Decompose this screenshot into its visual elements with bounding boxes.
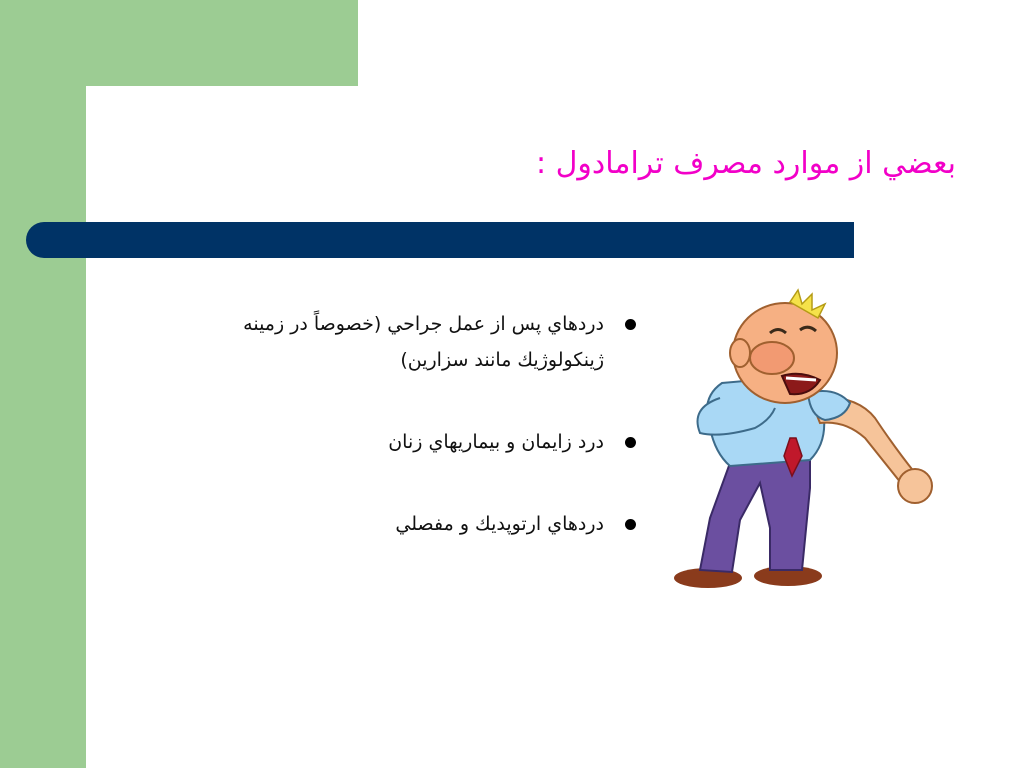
bullet-dot-icon [625,519,636,530]
decorative-green-left [0,0,86,768]
bullet-text: درد زايمان و بيماريهاي زنان [388,431,604,453]
bullet-text: دردهاي پس از عمل جراحي (خصوصاً در زمينه ژينكولوژيك مانند سزارين) [243,313,604,371]
bullet-dot-icon [625,319,636,330]
bullet-list [168,306,638,588]
bullet-text: دردهاي ارتوپديك و مفصلي [395,513,604,535]
bullet-item [168,424,638,460]
bullet-dot-icon [625,437,636,448]
slide-title: بعضي از موارد مصرف ترامادول : [535,146,956,181]
man-in-pain-icon [660,288,950,600]
bullet-item [168,506,638,542]
bullet-item [168,306,638,378]
title-underline-bar [26,222,854,258]
